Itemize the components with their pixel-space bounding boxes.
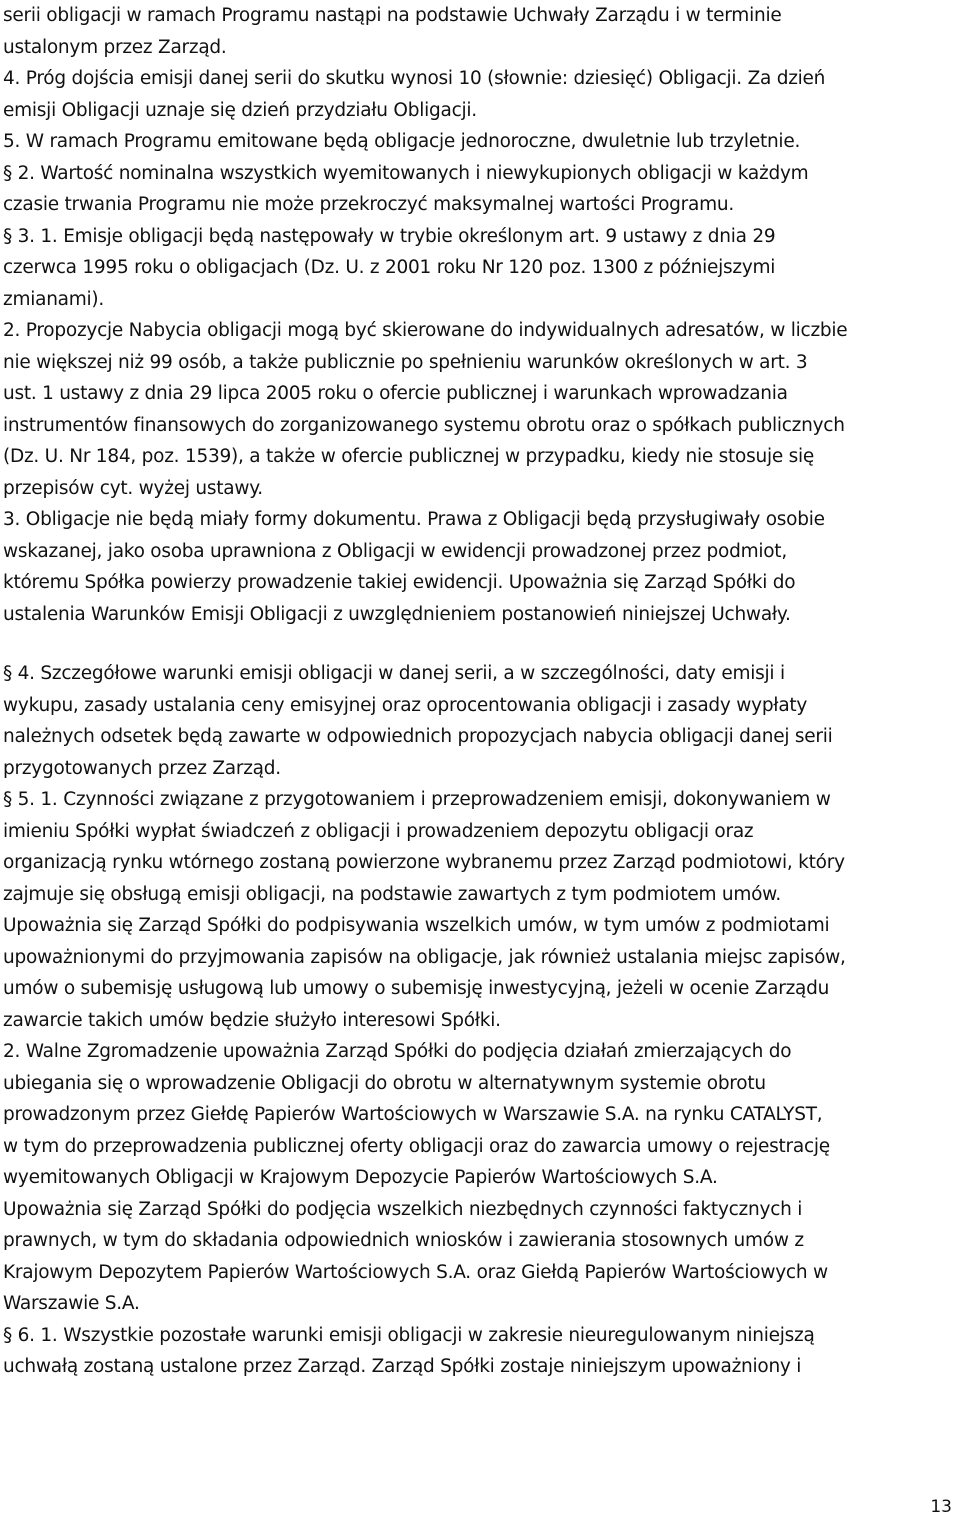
- text-line: ustalenia Warunków Emisji Obligacji z uwzględnieniem postanowień niniejszej Uchwały.: [3, 603, 791, 625]
- text-line: Upoważnia się Zarząd Spółki do podjęcia wszelkich niezbędnych czynności faktycznych i: [3, 1198, 803, 1220]
- text-line: emisji Obligacji uznaje się dzień przydziału Obligacji.: [3, 99, 477, 121]
- text-line: Warszawie S.A.: [3, 1293, 140, 1314]
- text-line: 4. Próg dojścia emisji danej serii do skutku wynosi 10 (słownie: dziesięć) Obligacji. Za dzień: [3, 68, 826, 89]
- paragraph-gap: [3, 630, 950, 658]
- text-block-2: [3, 658, 950, 1383]
- text-block-1: [3, 0, 950, 630]
- text-line: 3. Obligacje nie będą miały formy dokumentu. Prawa z Obligacji będą przysługiwały osobie: [3, 509, 825, 530]
- text-line: czasie trwania Programu nie może przekroczyć maksymalnej wartości Programu.: [3, 194, 734, 215]
- text-line: instrumentów finansowych do zorganizowanego systemu obrotu oraz o spółkach publicznych: [3, 414, 845, 436]
- text-line: nie większej niż 99 osób, a także publicznie po spełnieniu warunków określonych w art. 3: [3, 351, 808, 373]
- text-line: w tym do przeprowadzenia publicznej oferty obligacji oraz do zawarcia umowy o rejestrację: [3, 1135, 830, 1157]
- text-line: zawarcie takich umów będzie służyło interesowi Spółki.: [3, 1009, 501, 1031]
- text-line: organizacją rynku wtórnego zostaną powierzone wybranemu przez Zarząd podmiotowi, który: [3, 852, 845, 873]
- text-line: § 3. 1. Emisje obligacji będą następowały w trybie określonym art. 9 ustawy z dnia 29: [3, 225, 776, 247]
- text-line: uchwałą zostaną ustalone przez Zarząd. Zarząd Spółki zostaje niniejszym upoważniony i: [3, 1356, 802, 1377]
- text-line: § 6. 1. Wszystkie pozostałe warunki emisji obligacji w zakresie nieuregulowanym niniejszą: [3, 1324, 815, 1346]
- text-line: zmianami).: [3, 288, 105, 310]
- text-line: § 4. Szczegółowe warunki emisji obligacji w danej serii, a w szczególności, daty emisji i: [3, 663, 785, 684]
- text-line: ubiegania się o wprowadzenie Obligacji do obrotu w alternatywnym systemie obrotu: [3, 1072, 766, 1094]
- text-line: 2. Propozycje Nabycia obligacji mogą być skierowane do indywidualnych adresatów, w liczbie: [3, 320, 848, 341]
- text-line: przepisów cyt. wyżej ustawy.: [3, 477, 263, 499]
- text-line: Krajowym Depozytem Papierów Wartościowych S.A. oraz Giełdą Papierów Wartościowych w: [3, 1261, 828, 1283]
- text-line: wyemitowanych Obligacji w Krajowym Depozycie Papierów Wartościowych S.A.: [3, 1167, 718, 1188]
- text-line: § 5. 1. Czynności związane z przygotowaniem i przeprowadzeniem emisji, dokonywaniem w: [3, 789, 831, 810]
- text-line: 2. Walne Zgromadzenie upoważnia Zarząd Spółki do podjęcia działań zmierzających do: [3, 1041, 792, 1062]
- text-line: § 2. Wartość nominalna wszystkich wyemitowanych i niewykupionych obligacji w każdym: [3, 162, 809, 184]
- text-line: Upoważnia się Zarząd Spółki do podpisywania wszelkich umów, w tym umów z podmiotami: [3, 915, 830, 936]
- text-line: wskazanej, jako osoba uprawniona z Obligacji w ewidencji prowadzonej przez podmiot,: [3, 540, 787, 562]
- text-line: 5. W ramach Programu emitowane będą obligacje jednoroczne, dwuletnie lub trzyletnie.: [3, 131, 801, 152]
- text-line: ustalonym przez Zarząd.: [3, 36, 227, 58]
- text-line: wykupu, zasady ustalania ceny emisyjnej oraz oprocentowania obligacji i zasady wypłaty: [3, 694, 808, 716]
- page-number: 13: [930, 1497, 952, 1517]
- text-line: zajmuje się obsługą emisji obligacji, na podstawie zawartych z tym podmiotem umów.: [3, 883, 781, 905]
- text-line: imieniu Spółki wypłat świadczeń z obligacji i prowadzeniem depozytu obligacji oraz: [3, 820, 754, 842]
- text-line: któremu Spółka powierzy prowadzenie takiej ewidencji. Upoważnia się Zarząd Spółki do: [3, 572, 796, 593]
- text-line: (Dz. U. Nr 184, poz. 1539), a także w ofercie publicznej w przypadku, kiedy nie stosuje się: [3, 446, 815, 467]
- text-line: serii obligacji w ramach Programu nastąpi na podstawie Uchwały Zarządu i w terminie: [3, 5, 782, 26]
- text-line: czerwca 1995 roku o obligacjach (Dz. U. z 2001 roku Nr 120 poz. 1300 z późniejszymi: [3, 257, 776, 278]
- text-line: prowadzonym przez Giełdę Papierów Wartościowych w Warszawie S.A. na rynku CATALYST,: [3, 1104, 823, 1125]
- text-line: przygotowanych przez Zarząd.: [3, 757, 281, 779]
- text-line: należnych odsetek będą zawarte w odpowiednich propozycjach nabycia obligacji danej serii: [3, 726, 833, 747]
- text-line: ust. 1 ustawy z dnia 29 lipca 2005 roku o ofercie publicznej i warunkach wprowadzania: [3, 383, 788, 404]
- text-line: prawnych, w tym do składania odpowiednich wniosków i zawierania stosownych umów z: [3, 1230, 804, 1251]
- text-line: umów o subemisję usługową lub umowy o subemisję inwestycyjną, jeżeli w ocenie Zarządu: [3, 978, 830, 999]
- text-line: upoważnionymi do przyjmowania zapisów na obligacje, jak również ustalania miejsc zapisów,: [3, 946, 846, 968]
